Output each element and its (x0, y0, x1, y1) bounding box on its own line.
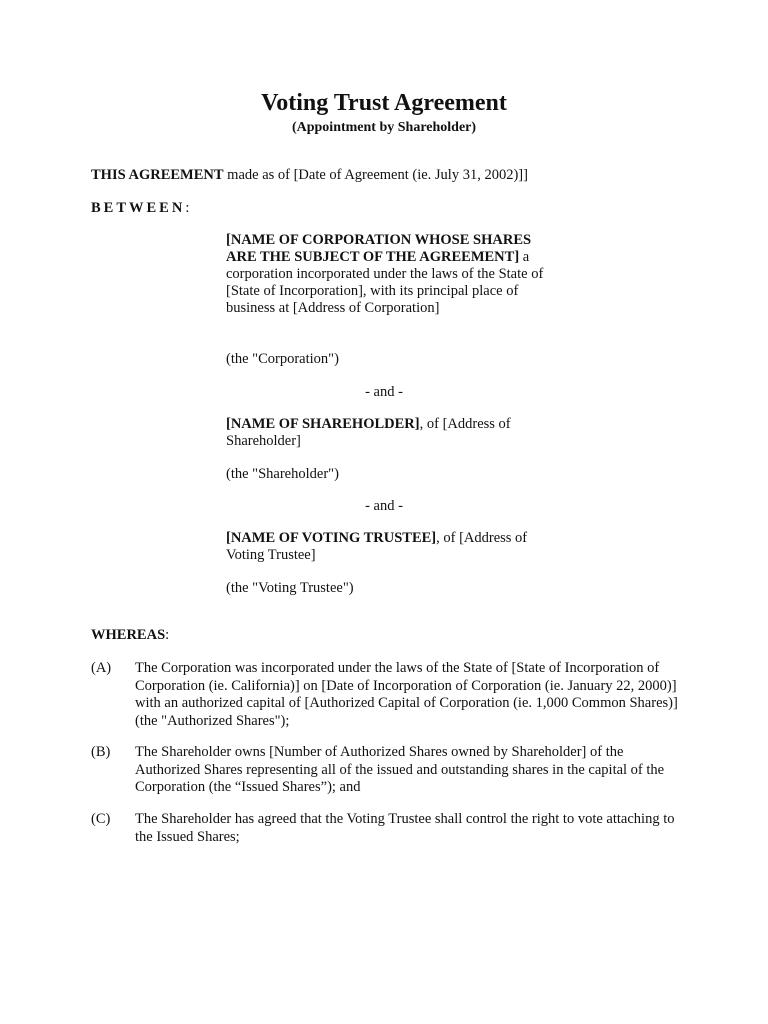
intro-bold: THIS AGREEMENT (91, 167, 224, 183)
intro-rest: made as of [Date of Agreement (ie. July 31, 2002)]] (223, 167, 528, 183)
document-title: Voting Trust Agreement (261, 90, 507, 116)
party-corporation-details: a corporation incorporated under the laws of the State of [State of Incorporation], with its principal place of business at [Address of Corporation] (226, 249, 544, 316)
and-separator: - and - (365, 498, 403, 514)
recital-text: The Shareholder has agreed that the Voting Trustee shall control the right to vote attaching to the Issued Shares; (135, 811, 675, 845)
recital-text: The Corporation was incorporated under the laws of the State of [State of Incorporation of Corporation (ie. California)] on [Date of Incorporation of Corporation (ie. January 22, 2000)] with an authorized capital of [Authorized Capital of Corporation (ie. 1,000 Common Shares)] (the "Authorized Shares"); (135, 660, 678, 729)
party-corporation-defined: (the "Corporation") (226, 351, 339, 367)
party-shareholder (226, 416, 546, 450)
between-colon: : (185, 200, 190, 216)
document-subtitle: (Appointment by Shareholder) (291, 120, 477, 135)
party-shareholder-details: , of [Address of Shareholder] (226, 416, 511, 449)
between-heading (91, 200, 189, 217)
party-shareholder-name: [NAME OF SHAREHOLDER] (226, 416, 420, 432)
party-voting-trustee (226, 530, 546, 564)
recital-letter: (A) (91, 660, 112, 676)
intro-line (91, 167, 528, 184)
recital-letter: (C) (91, 811, 111, 827)
party-shareholder-defined: (the "Shareholder") (226, 466, 339, 482)
party-corporation-name: [NAME OF CORPORATION WHOSE SHARES ARE THE SUBJECT OF THE AGREEMENT] (226, 232, 532, 265)
party-voting-trustee-name: [NAME OF VOTING TRUSTEE] (226, 530, 437, 546)
party-voting-trustee-defined: (the "Voting Trustee") (226, 580, 354, 596)
party-voting-trustee-details: , of [Address of Voting Trustee] (226, 530, 528, 563)
whereas-heading (91, 627, 169, 644)
and-separator: - and - (365, 384, 403, 400)
between-label: BETWEEN (91, 200, 186, 216)
whereas-colon: : (165, 627, 170, 643)
party-corporation (226, 232, 546, 317)
recital-text: The Shareholder owns [Number of Authorized Shares owned by Shareholder] of the Authorized Shares representing all of the issued and outstanding shares in the capital of the Corporation (the “Issued Shares”); and (135, 744, 665, 795)
recital-letter: (B) (91, 744, 111, 760)
whereas-label: WHEREAS (91, 627, 166, 643)
